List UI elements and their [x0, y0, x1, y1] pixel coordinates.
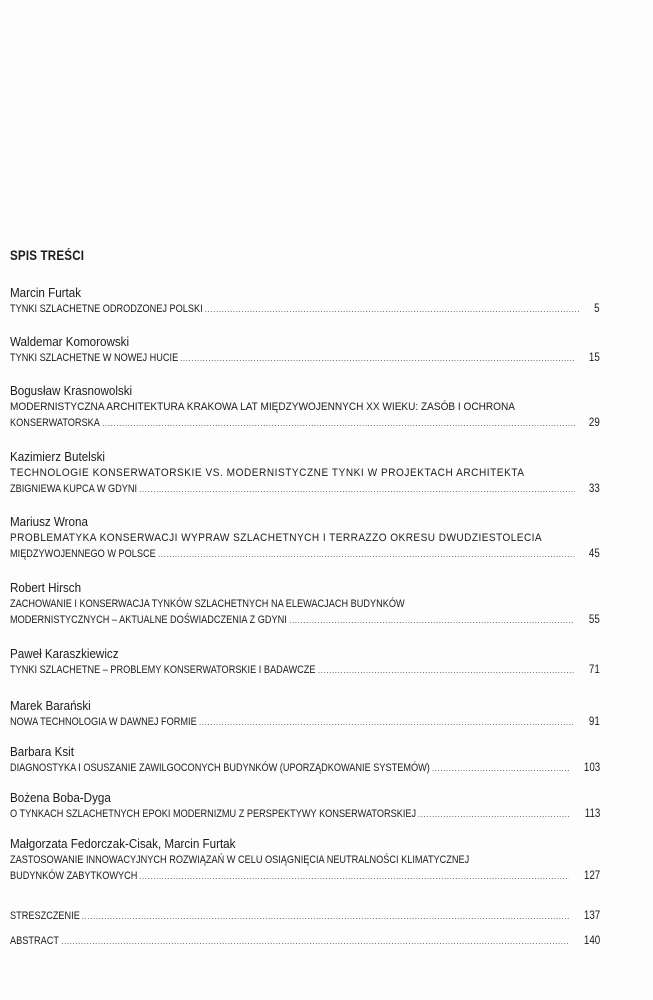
toc-entry[interactable] [10, 334, 600, 366]
entry-author: Mariusz Wrona [10, 515, 88, 529]
page-number: 140 [583, 935, 600, 947]
page-number: 15 [589, 352, 600, 364]
dot-leader [205, 302, 581, 318]
page-number: 103 [583, 762, 600, 774]
entry-title-line [10, 399, 600, 415]
page-number: 71 [589, 664, 600, 676]
entry-title-line [10, 868, 600, 884]
dot-leader [82, 909, 569, 925]
entry-title-line [10, 612, 600, 628]
toc-entry[interactable] [10, 285, 600, 317]
entry-title: ZASTOSOWANIE INNOWACYJNYCH ROZWIĄZAŃ W CELU OSIĄGNIĘCIA NEUTRALNOŚCI KLIMATYCZNEJ [10, 854, 470, 866]
entry-title-line [10, 530, 600, 546]
entry-title: ABSTRACT [10, 935, 59, 947]
entry-title-line [10, 350, 600, 366]
toc-entry-streszczenie[interactable] [10, 908, 600, 924]
entry-title-line [10, 908, 600, 924]
entry-title-continuation: MODERNISTYCZNYCH – AKTUALNE DOŚWIADCZENIA Z GDYNI [10, 614, 287, 626]
entry-title-line [10, 301, 600, 317]
entry-title: ZACHOWANIE I KONSERWACJA TYNKÓW SZLACHETNYCH NA ELEWACJACH BUDYNKÓW [10, 598, 405, 610]
page-number: 113 [584, 808, 600, 820]
entry-title-line [10, 760, 600, 776]
page-number: 55 [589, 614, 600, 626]
page-number: 33 [589, 483, 600, 495]
dot-leader [180, 351, 575, 367]
dot-leader [318, 663, 575, 679]
dot-leader [139, 869, 569, 885]
entry-title: NOWA TECHNOLOGIA W DAWNEJ FORMIE [10, 716, 197, 728]
toc-entry[interactable] [10, 744, 600, 776]
page-number: 45 [589, 548, 600, 560]
entry-author: Paweł Karaszkiewicz [10, 647, 119, 661]
entry-title-continuation: MIĘDZYWOJENNEGO W POLSCE [10, 548, 156, 560]
entry-title: MODERNISTYCZNA ARCHITEKTURA KRAKOWA LAT MIĘDZYWOJENNYCH XX WIEKU: ZASÓB I OCHRONA [10, 401, 515, 413]
entry-author: Barbara Ksit [10, 745, 74, 759]
dot-leader [418, 807, 570, 823]
toc-entry[interactable] [10, 836, 600, 884]
dot-leader [289, 613, 575, 629]
toc-entry[interactable] [10, 646, 600, 678]
entry-author: Marek Barański [10, 699, 91, 713]
page-number: 5 [594, 303, 600, 315]
entry-title-line [10, 481, 600, 497]
toc-entry[interactable] [10, 698, 600, 730]
entry-author: Małgorzata Fedorczak-Cisak, Marcin Furtak [10, 837, 236, 851]
entry-author: Bogusław Krasnowolski [10, 384, 133, 398]
entry-title-line [10, 596, 600, 612]
entry-author: Robert Hirsch [10, 581, 82, 595]
toc-entry[interactable] [10, 790, 600, 822]
entry-title: STRESZCZENIE [10, 910, 80, 922]
entry-title: TECHNOLOGIE KONSERWATORSKIE VS. MODERNISTYCZNE TYNKI W PROJEKTACH ARCHITEKTA [10, 467, 525, 479]
entry-title: TYNKI SZLACHETNE ODRODZONEJ POLSKI [10, 303, 203, 315]
dot-leader [158, 547, 575, 563]
entry-title-continuation: KONSERWATORSKA [10, 417, 100, 429]
dot-leader [199, 715, 575, 731]
entry-author: Kazimierz Butelski [10, 450, 105, 464]
toc-entry[interactable] [10, 580, 600, 628]
page-number: 127 [583, 870, 600, 882]
entry-title: PROBLEMATYKA KONSERWACJI WYPRAW SZLACHETNYCH I TERRAZZO OKRESU DWUDZIESTOLECIA [10, 532, 543, 544]
entry-title-continuation: BUDYNKÓW ZABYTKOWYCH [10, 870, 138, 882]
entry-title: TYNKI SZLACHETNE – PROBLEMY KONSERWATORSKIE I BADAWCZE [10, 664, 316, 676]
entry-title-line [10, 415, 600, 431]
entry-title-line [10, 852, 600, 868]
dot-leader [139, 482, 575, 498]
entry-title-line [10, 546, 600, 562]
dot-leader [61, 934, 569, 950]
entry-title: O TYNKACH SZLACHETNYCH EPOKI MODERNIZMU Z PERSPEKTYWY KONSERWATORSKIEJ [10, 808, 417, 820]
page-number: 137 [583, 910, 600, 922]
toc-entry[interactable] [10, 449, 600, 497]
entry-title-line [10, 806, 600, 822]
entry-author: Bożena Boba-Dyga [10, 791, 111, 805]
dot-leader [432, 761, 569, 777]
entry-title-line [10, 662, 600, 678]
toc-entry-abstract[interactable] [10, 933, 600, 949]
toc-entry[interactable] [10, 383, 600, 431]
dot-leader [102, 416, 575, 432]
page-number: 29 [589, 417, 600, 429]
entry-title-line [10, 933, 600, 949]
entry-author: Marcin Furtak [10, 286, 82, 300]
entry-title: DIAGNOSTYKA I OSUSZANIE ZAWILGOCONYCH BUDYNKÓW (UPORZĄDKOWANIE SYSTEMÓW) [10, 762, 430, 774]
entry-title-continuation: ZBIGNIEWA KUPCA W GDYNI [10, 483, 138, 495]
entry-title-line [10, 714, 600, 730]
toc-entry[interactable] [10, 514, 600, 562]
page-number: 91 [589, 716, 600, 728]
page-title: SPIS TREŚCI [10, 248, 85, 263]
entry-author: Waldemar Komorowski [10, 335, 130, 349]
entry-title: TYNKI SZLACHETNE W NOWEJ HUCIE [10, 352, 179, 364]
entry-title-line [10, 465, 600, 481]
